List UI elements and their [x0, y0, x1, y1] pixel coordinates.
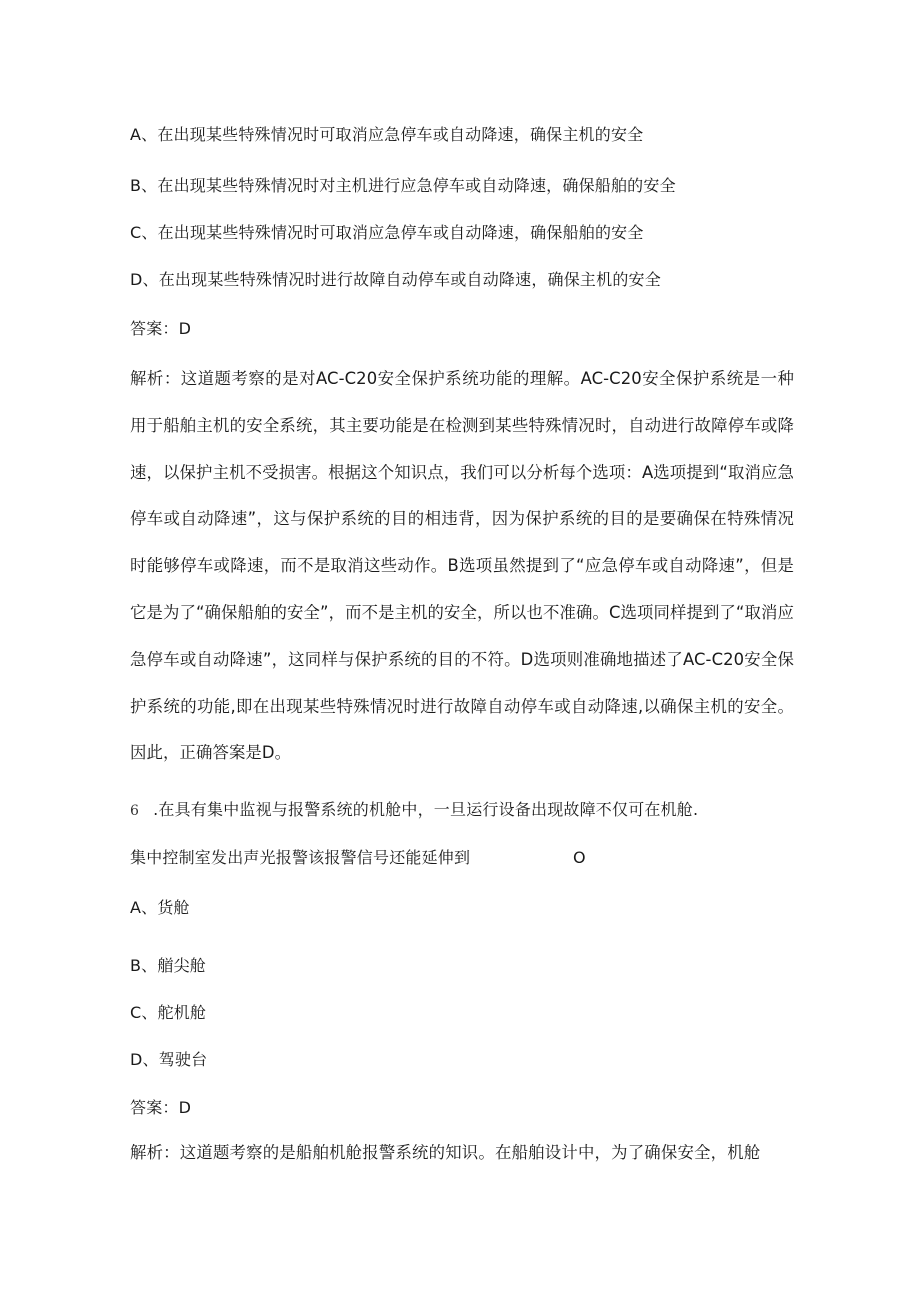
answer-blank: O	[573, 848, 586, 867]
q6-analysis: 解析：这道题考察的是船舶机舱报警系统的知识。在船舶设计中，为了确保安全，机舱	[130, 1143, 761, 1162]
q6-option-a: A、货舱	[130, 898, 190, 917]
question-number: 6	[130, 803, 140, 819]
q6-option-b: B、艏尖舱	[130, 956, 206, 975]
question-stem-text: .在具有集中监视与报警系统的机舱中，一旦运行设备出现故障不仅可在机舱.	[153, 800, 699, 819]
option-d: D、在出现某些特殊情况时进行故障自动停车或自动降速，确保主机的安全	[130, 270, 661, 289]
question-stem-line2: 集中控制室发出声光报警该报警信号还能延伸到	[130, 848, 471, 867]
question-stem-line1	[130, 800, 698, 821]
option-a: A、在出现某些特殊情况时可取消应急停车或自动降速，确保主机的安全	[130, 125, 644, 144]
q6-option-c: C、舵机舱	[130, 1003, 207, 1022]
option-b: B、在出现某些特殊情况时对主机进行应急停车或自动降速，确保船舶的安全	[130, 176, 676, 195]
analysis-paragraph: 解析：这道题考察的是对AC-C20安全保护系统功能的理解。AC-C20安全保护系统是一种用于船舶主机的安全系统，其主要功能是在检测到某些特殊情况时，自动进行故障停车或降速，以保护主机不受损害。根据这个知识点，我们可以分析每个选项：A选项提到“取消应急停车或自动降速”，这与保护系统的目的相违背，因为保护系统的目的是要确保在特殊情况时能够停车或降速，而不是取消这些动作。B选项虽然提到了“应急停车或自动降速”，但是它是为了“确保船舶的安全”，而不是主机的安全，所以也不准确。C选项同样提到了“取消应急停车或自动降速”，这同样与保护系统的目的不符。D选项则准确地描述了AC-C20安全保护系统的功能,即在出现某些特殊情况时进行故障自动停车或自动降速,以确保主机的安全。因此，正确答案是D。	[130, 369, 794, 763]
q6-option-d: D、驾驶台	[130, 1050, 208, 1069]
q6-answer: 答案：D	[130, 1098, 192, 1117]
answer: 答案：D	[130, 319, 192, 338]
option-c: C、在出现某些特殊情况时可取消应急停车或自动降速，确保船舶的安全	[130, 223, 644, 242]
